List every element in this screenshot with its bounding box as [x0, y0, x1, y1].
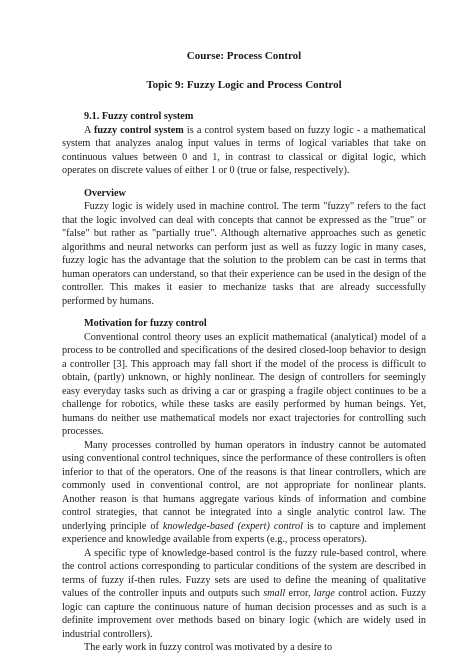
paragraph-text: Many processes controlled by human operators in industry cannot be automated using conventional control techniques, since the performance of these controllers is often inferior to that of the operators. One of the reasons is that linear controllers, which are commonly used in conventional control, are not appropriate for nonlinear plants. Another reason is that humans aggregate various kinds of information and combine control strategies, that cannot be integrated into a single analytic control law. The underlying principle of: [62, 439, 426, 532]
paragraph-text: is to capture and implement experience and knowledge available from experts (e.g., process operators).: [62, 520, 426, 545]
italic-term: large: [313, 588, 335, 599]
paragraph-conventional-control: Conventional control theory uses an explicit mathematical (analytical) model of a process to be controlled and specifications of the desired closed-loop behavior to design a controller [3]. This approach may fall short if the model of the process is difficult to obtain, (partly) unknown, or highly nonlinear. The design of controllers for seemingly easy everyday tasks such as driving a car or grasping a fragile object continues to be a challenge for robotics, while these tasks are easily performed by human beings. Yet, humans do neither use mathematical models nor exact trajectories for controlling such processes.: [62, 331, 426, 437]
section-heading-fuzzy-control-system: 9.1. Fuzzy control system: [84, 111, 194, 122]
paragraph-text: A: [84, 124, 94, 136]
paragraph-text: A specific type of knowledge-based control is the fuzzy rule-based control, where the control actions corresponding to particular conditions of the system are described in terms of fuzzy if-then rules. Fuzzy sets are used to define the meaning of qualitative values of the controller inputs and outputs such: [62, 547, 426, 599]
section-heading-motivation: Motivation for fuzzy control: [84, 318, 207, 329]
section-heading-overview: Overview: [84, 187, 126, 199]
paragraph-fuzzy-control-definition: [62, 124, 426, 178]
paragraph-text: is a control system based on fuzzy logic - a mathematical system that analyzes analog input values in terms of logical variables that take on continuous values between 0 and 1, in contrast to classical or digital logic, which operates on discrete values of either 1 or 0 (true or false, respectively).: [62, 124, 426, 176]
course-title: Course: Process Control: [186, 50, 302, 62]
paragraph-overview: Fuzzy logic is widely used in machine control. The term "fuzzy" refers to the fact that the logic involved can deal with concepts that cannot be expressed as the "true" or "false" but rather as "partially true". Although alternative approaches such as genetic algorithms and neural networks can perform just as well as fuzzy logic in many cases, fuzzy logic has the advantage that the solution to the problem can be cast in terms that human operators can understand, so that their experience can be used in the design of the controller. This makes it easier to mechanize tasks that are already successfully performed by humans.: [62, 201, 426, 307]
paragraph-text: error,: [285, 588, 314, 599]
italic-term: knowledge-based (expert) control: [162, 520, 303, 532]
topic-title: Topic 9: Fuzzy Logic and Process Control: [146, 79, 342, 91]
paragraph-rule-based-control: [62, 547, 426, 642]
paragraph-early-work: The early work in fuzzy control was motivated by a desire to: [84, 642, 333, 653]
paragraph-text: control action. Fuzzy logic can capture the continuous nature of human decision processes and as such is a definite improvement over methods based on binary logic (which are widely used in industrial controllers).: [62, 588, 426, 640]
bold-term: fuzzy control system: [93, 124, 184, 136]
italic-term: small: [263, 588, 286, 599]
paragraph-human-operators: [62, 439, 426, 547]
document-page: [62, 50, 426, 655]
